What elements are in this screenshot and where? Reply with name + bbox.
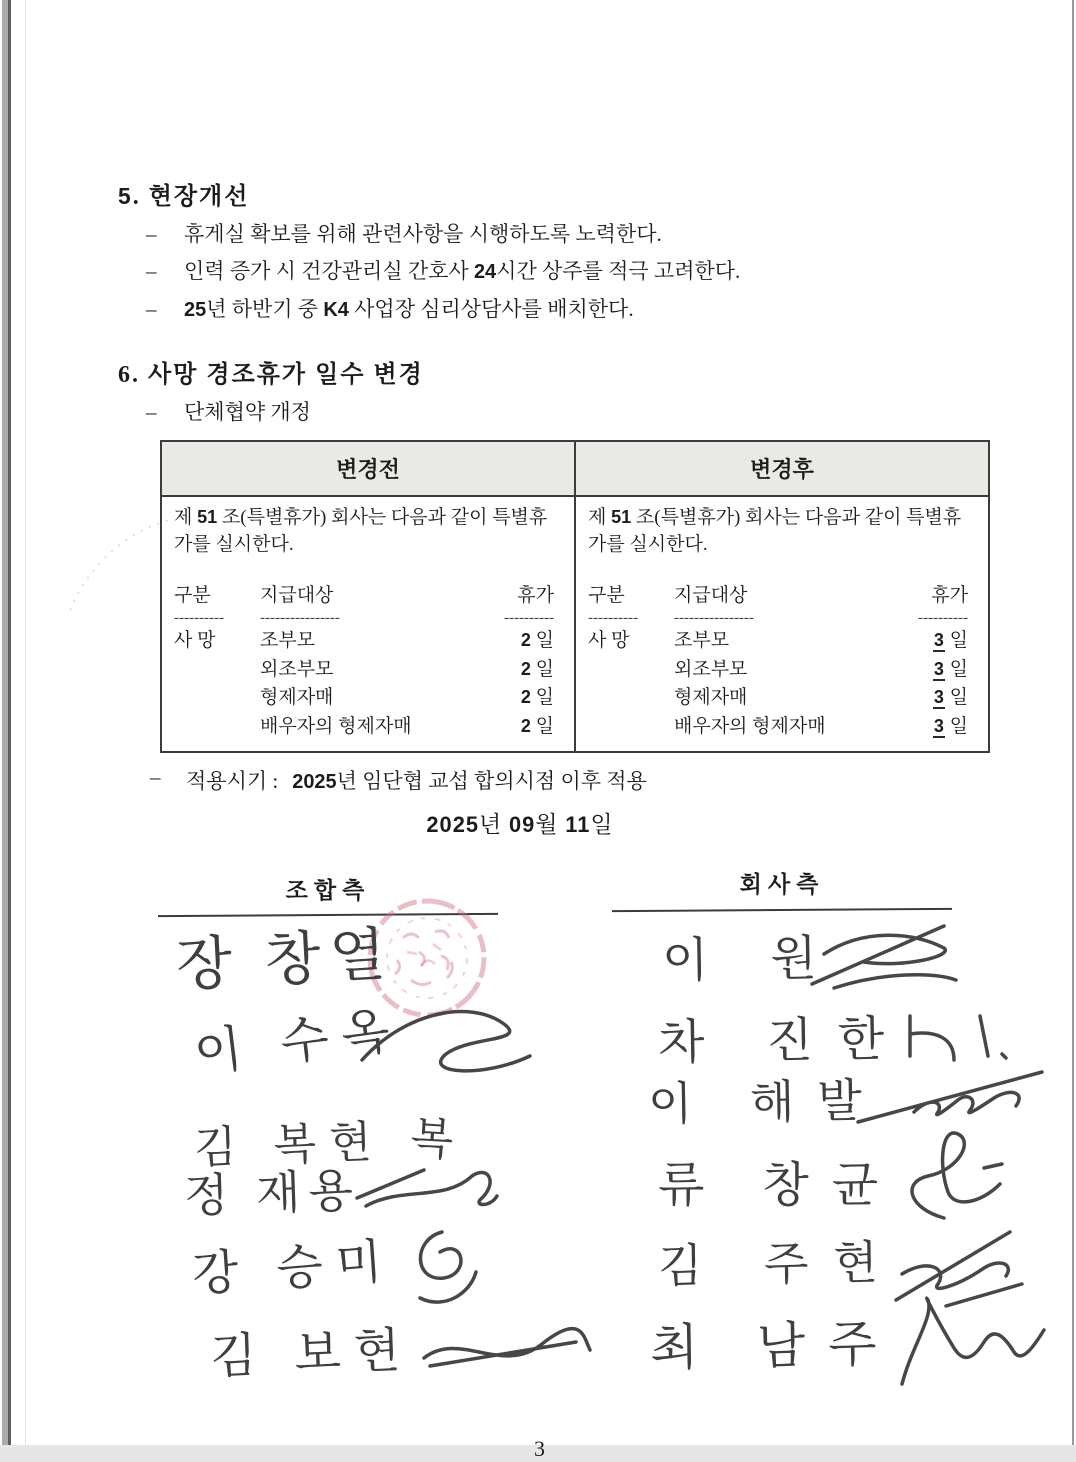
after-change-cell	[576, 497, 988, 750]
section5-bullet-1: – 휴게실 확보를 위해 관련사항을 시행하도록 노력한다.	[118, 220, 1008, 248]
signature-flourish	[852, 1058, 1052, 1128]
signature-handwritten: 최 남주	[649, 1315, 900, 1376]
comparison-table-body	[162, 497, 988, 750]
signature-handwritten: 김 주현	[657, 1236, 904, 1292]
signature-flourish	[886, 1286, 1051, 1394]
signature-handwritten: 이 원	[661, 931, 843, 988]
agreement-date: 2025년 09월 11일	[426, 812, 614, 837]
bullet-dash: –	[146, 400, 157, 424]
before-leave-grid: 구분 지급대상 휴가 ---------- ---------------- ---------- 사 망 조부모 2 일 외조부모 2 일 형제자매 2 일 배우자의 형제자매 2 일	[174, 583, 562, 741]
row-target: 조부모	[260, 630, 316, 652]
signature-handwritten: 강 승미	[190, 1234, 397, 1302]
signature-flourish	[418, 1320, 598, 1382]
section6-heading: 6. 사망 경조휴가 일수 변경	[118, 362, 424, 388]
signature-handwritten: 김 보현	[209, 1323, 415, 1384]
section-bereavement-leave-change	[118, 354, 1008, 795]
section-site-improvement	[118, 176, 1008, 324]
scan-edge-artifact-left	[0, 0, 13, 1445]
signature-mark: 복	[408, 1113, 468, 1167]
row-target: 외조부모	[260, 658, 334, 680]
row-days: 2 일	[520, 630, 554, 652]
col-header-leave: 휴가	[931, 584, 968, 606]
signature-handwritten: 차 진한	[657, 1012, 910, 1070]
section5-bullet-3: – 25년 하반기 중 K4 사업장 심리상담사를 배치한다.	[118, 295, 1008, 324]
col-header-leave: 휴가	[517, 584, 554, 606]
scan-edge-artifact-right	[1072, 0, 1074, 1445]
header-after-change: 변경후	[750, 457, 814, 483]
application-timing-note: – 적용시기 : 2025년 임단협 교섭 합의시점 이후 적용	[150, 764, 647, 793]
row-category: 사 망	[174, 630, 216, 652]
bullet-dash: –	[146, 297, 157, 322]
company-side-header: 회사측	[739, 872, 825, 897]
section6-bullet-collective-agreement: – 단체협약 개정	[118, 398, 1008, 426]
col-header-category: 구분	[588, 584, 625, 606]
col-header-target: 지급대상	[674, 584, 748, 606]
bullet-dash: –	[146, 222, 157, 246]
signature-handwritten: 류 창균	[658, 1159, 902, 1212]
row-target: 형제자매	[260, 687, 334, 709]
after-leave-grid: 구분 지급대상 휴가 ---------- ---------------- ---------- 사 망 조부모 3 일 외조부모 3 일 형제자매 3 일 배우자의 형제자매 3 일	[588, 583, 976, 741]
row-target: 조부모	[674, 630, 730, 652]
header-before-change: 변경전	[162, 442, 576, 495]
row-days: 3 일	[933, 630, 968, 652]
signature-flourish	[352, 1156, 502, 1218]
col-header-target: 지급대상	[260, 584, 334, 606]
article-51-text: 제 51 조(특별휴가) 회사는 다음과 같이 특별휴가를 실시한다.	[174, 507, 548, 555]
signature-handwritten: 정 재용	[183, 1164, 362, 1222]
signature-handwritten: 이 해발	[647, 1074, 886, 1130]
scan-edge-artifact-left-2	[25, 0, 26, 1445]
bullet-dash: –	[150, 764, 161, 789]
article-51-text: 제 51 조(특별휴가) 회사는 다음과 같이 특별휴가를 실시한다.	[588, 507, 962, 555]
signature-flourish	[802, 912, 967, 1000]
row-category: 사 망	[588, 630, 630, 652]
row-target: 배우자의 형제자매	[674, 715, 826, 737]
signature-handwritten: 이 수옥	[191, 1000, 406, 1082]
union-side-header: 조합측	[285, 878, 371, 903]
section5-bullet-2: – 인력 증가 시 건강관리실 간호사 24시간 상주를 적극 고려한다.	[118, 257, 1008, 286]
row-days: 3 일	[933, 658, 968, 680]
row-days: 3 일	[933, 715, 968, 737]
col-header-category: 구분	[174, 584, 211, 606]
signature-flourish	[398, 1222, 488, 1312]
change-comparison-table	[160, 440, 990, 752]
row-days: 2 일	[520, 687, 554, 709]
signature-flourish	[352, 998, 542, 1086]
page-number: 3	[534, 1436, 545, 1461]
signature-handwritten: 장 창열	[174, 921, 397, 998]
row-target: 형제자매	[674, 687, 748, 709]
bullet-dash: –	[146, 259, 157, 284]
before-change-cell	[162, 497, 576, 750]
comparison-table-header-row	[162, 442, 988, 497]
row-days: 3 일	[933, 687, 968, 709]
row-target: 배우자의 형제자매	[260, 715, 412, 737]
row-target: 외조부모	[674, 658, 748, 680]
signature-handwritten: 김 복현 복	[193, 1103, 467, 1176]
row-days: 2 일	[520, 658, 554, 680]
row-days: 2 일	[520, 715, 554, 737]
section5-heading: 5. 현장개선	[118, 183, 250, 210]
